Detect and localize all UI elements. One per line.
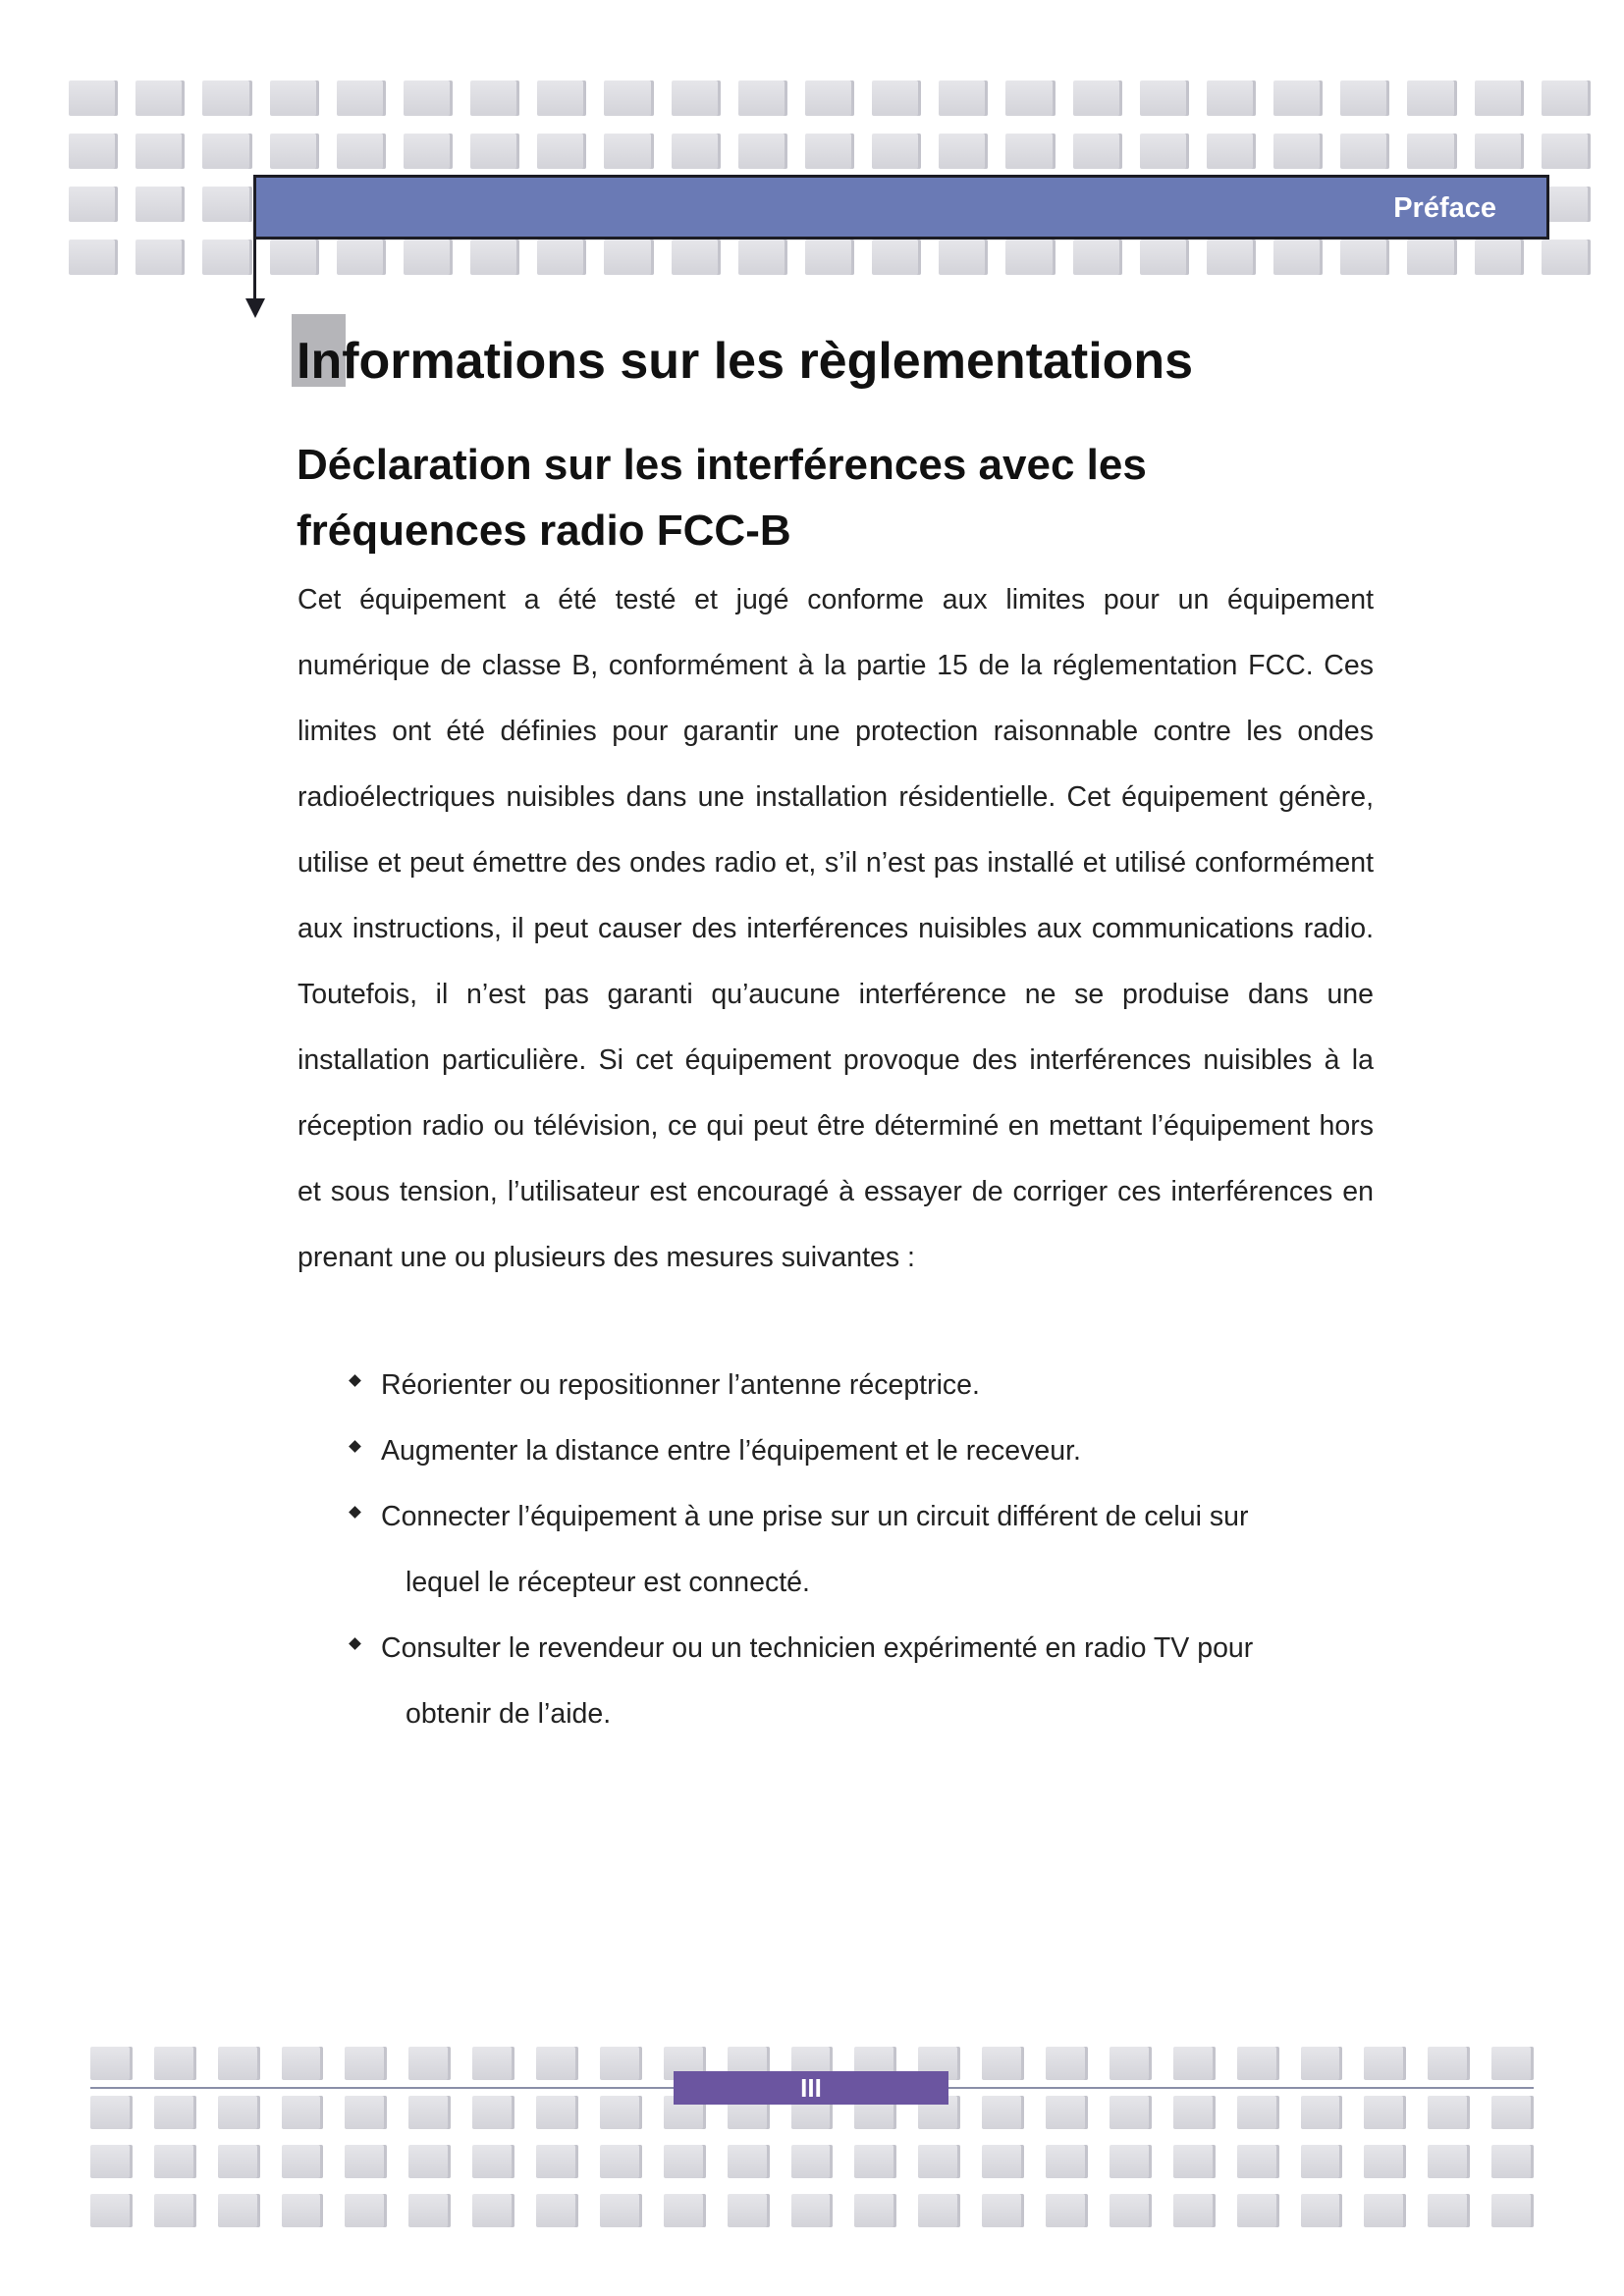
header-bar: [253, 175, 1549, 240]
decorative-tile: [1491, 2096, 1534, 2129]
decorative-tile: [404, 240, 453, 275]
decorative-tile: [1046, 2194, 1088, 2227]
list-item-continuation: lequel le récepteur est connecté.: [406, 1567, 810, 1598]
decorative-tile: [872, 80, 921, 116]
decorative-tile: [1173, 2145, 1216, 2178]
decorative-tile: [408, 2096, 451, 2129]
decorative-tile: [728, 2194, 770, 2227]
decorative-tile: [738, 80, 787, 116]
decorative-tile: [1237, 2194, 1279, 2227]
decorative-tile: [1207, 133, 1256, 169]
list-item-text: Connecter l’équipement à une prise sur un circuit différent de celui sur: [381, 1501, 1249, 1532]
decorative-tile: [69, 240, 118, 275]
decorative-tile: [1207, 240, 1256, 275]
decorative-tile: [1364, 2047, 1406, 2080]
list-item: [349, 1616, 1350, 1747]
decorative-tile: [472, 2194, 514, 2227]
decorative-tile: [472, 2145, 514, 2178]
decorative-tile: [1173, 2194, 1216, 2227]
decorative-tile: [1301, 2194, 1343, 2227]
decorative-tile: [738, 240, 787, 275]
decorative-tile: [1407, 240, 1456, 275]
decorative-tile: [408, 2194, 451, 2227]
decorative-tile: [135, 187, 185, 222]
decorative-tile: [90, 2047, 133, 2080]
decorative-tile: [282, 2096, 324, 2129]
decorative-tile: [135, 80, 185, 116]
decorative-tile: [1340, 80, 1389, 116]
decorative-tile: [1475, 80, 1524, 116]
decorative-tile: [982, 2047, 1024, 2080]
decorative-tile: [600, 2047, 642, 2080]
decorative-tile: [1475, 240, 1524, 275]
decorative-tile: [1364, 2145, 1406, 2178]
decorative-tile: [664, 2145, 706, 2178]
decorative-tile: [738, 133, 787, 169]
decorative-tile: [1110, 2194, 1152, 2227]
decorative-tile: [1273, 133, 1323, 169]
decorative-tile: [1475, 133, 1524, 169]
decorative-tile: [536, 2145, 578, 2178]
decorative-tile: [1364, 2194, 1406, 2227]
decorative-tile: [337, 80, 386, 116]
diamond-bullet-icon: [349, 1506, 361, 1519]
decorative-tile: [918, 2194, 960, 2227]
decorative-tile: [1237, 2145, 1279, 2178]
decorative-tile: [1110, 2047, 1152, 2080]
page-number: III: [674, 2071, 948, 2105]
decorative-tile: [537, 240, 586, 275]
decorative-tile: [537, 80, 586, 116]
decorative-tile: [1005, 133, 1055, 169]
decorative-tile: [1046, 2096, 1088, 2129]
decorative-tile: [472, 2096, 514, 2129]
decorative-tile: [600, 2145, 642, 2178]
decorative-tile: [982, 2145, 1024, 2178]
decorative-tile: [604, 80, 653, 116]
header-connector-line: [253, 240, 256, 300]
decorative-tile: [1428, 2096, 1470, 2129]
list-item-continuation: obtenir de l’aide.: [406, 1698, 612, 1730]
decorative-tile: [154, 2145, 196, 2178]
body-paragraph: Cet équipement a été testé et jugé conforme aux limites pour un équipement numérique de classe B, conformément à la partie 15 de la réglementation FCC. Ces limites ont été définies pour garantir une protection raisonnable contre les ondes radioélectriques nuisibles dans une installation résidentielle. Cet équipement génère, utilise et peut émettre des ondes radio et, s’il n’est pas installé et utilisé conformément aux instructions, il peut causer des interférences nuisibles aux communications radio. Toutefois, il n’est pas garanti qu’aucune interférence ne se produise dans une installation particulière. Si cet équipement provoque des interférences nuisibles à la réception radio ou télévision, ce qui peut être déterminé en mettant l’équipement hors et sous tension, l’utilisateur est encouragé à essayer de corriger ces interférences en prenant une ou plusieurs des mesures suivantes :: [298, 584, 1374, 1273]
decorative-tile: [854, 2194, 896, 2227]
decorative-tile: [218, 2096, 260, 2129]
decorative-tile: [1046, 2145, 1088, 2178]
decorative-tile: [154, 2194, 196, 2227]
decorative-tile: [1207, 80, 1256, 116]
decorative-tile: [600, 2194, 642, 2227]
list-item: [349, 1353, 1350, 1418]
decorative-tile: [270, 133, 319, 169]
decorative-tile: [1273, 240, 1323, 275]
decorative-tile: [1005, 80, 1055, 116]
decorative-tile: [791, 2145, 834, 2178]
decorative-tile: [135, 133, 185, 169]
decorative-tile: [805, 80, 854, 116]
decorative-tile: [664, 2194, 706, 2227]
diamond-bullet-icon: [349, 1637, 361, 1650]
decorative-tile: [1542, 133, 1591, 169]
decorative-tile: [270, 80, 319, 116]
decorative-tile: [1491, 2194, 1534, 2227]
decorative-tile: [202, 80, 251, 116]
list-item: [349, 1484, 1350, 1616]
decorative-tile: [1428, 2145, 1470, 2178]
decorative-tile: [1340, 240, 1389, 275]
decorative-tile: [1301, 2096, 1343, 2129]
diamond-bullet-icon: [349, 1440, 361, 1453]
decorative-tile: [345, 2194, 387, 2227]
decorative-tile: [805, 240, 854, 275]
decorative-tile: [918, 2145, 960, 2178]
decorative-tile: [1140, 240, 1189, 275]
decorative-tile: [536, 2096, 578, 2129]
decorative-tile: [1073, 80, 1122, 116]
decorative-tile: [536, 2047, 578, 2080]
decorative-tile: [982, 2194, 1024, 2227]
decorative-tile: [537, 133, 586, 169]
decorative-tile: [1428, 2047, 1470, 2080]
decorative-tile: [1273, 80, 1323, 116]
list-item-text: Consulter le revendeur ou un technicien expérimenté en radio TV pour: [381, 1632, 1254, 1664]
decorative-tile: [337, 133, 386, 169]
decorative-tile: [90, 2145, 133, 2178]
decorative-tile: [202, 240, 251, 275]
decorative-tile: [1301, 2145, 1343, 2178]
decorative-tile: [282, 2145, 324, 2178]
decorative-tile: [1542, 80, 1591, 116]
decorative-tile: [1301, 2047, 1343, 2080]
decorative-tile: [872, 240, 921, 275]
decorative-tile: [202, 133, 251, 169]
decorative-tile: [90, 2194, 133, 2227]
decorative-tile: [1173, 2096, 1216, 2129]
decorative-tile: [1073, 133, 1122, 169]
decorative-tile: [604, 133, 653, 169]
decorative-tile: [600, 2096, 642, 2129]
section-title: Déclaration sur les interférences avec les fréquences radio FCC-B: [297, 441, 1147, 555]
decorative-tile: [404, 133, 453, 169]
decorative-tile: [791, 2194, 834, 2227]
decorative-tile: [1046, 2047, 1088, 2080]
decorative-tile: [1110, 2096, 1152, 2129]
decorative-tile: [472, 2047, 514, 2080]
decorative-tile: [282, 2047, 324, 2080]
decorative-tile: [69, 80, 118, 116]
decorative-tile: [1491, 2047, 1534, 2080]
decorative-tile: [404, 80, 453, 116]
decorative-tile: [672, 80, 721, 116]
list-item: [349, 1418, 1350, 1484]
decorative-tile: [470, 80, 519, 116]
decorative-tile: [536, 2194, 578, 2227]
decorative-tile: [1407, 80, 1456, 116]
decorative-tile: [135, 240, 185, 275]
decorative-tile: [154, 2096, 196, 2129]
decorative-tile: [1491, 2145, 1534, 2178]
decorative-tile: [1005, 240, 1055, 275]
decorative-tile: [1073, 240, 1122, 275]
list-item-text: Augmenter la distance entre l’équipement et le receveur.: [381, 1435, 1081, 1467]
decorative-tile: [854, 2145, 896, 2178]
decorative-tile: [202, 187, 251, 222]
decorative-tile: [408, 2145, 451, 2178]
decorative-tile: [282, 2194, 324, 2227]
decorative-tile: [470, 240, 519, 275]
decorative-tile: [337, 240, 386, 275]
decorative-tile: [1340, 133, 1389, 169]
decorative-tile: [982, 2096, 1024, 2129]
decorative-tile: [345, 2145, 387, 2178]
decorative-tile: [672, 133, 721, 169]
decorative-tile: [154, 2047, 196, 2080]
decorative-tile: [939, 133, 988, 169]
decorative-tile: [604, 240, 653, 275]
decorative-tile: [69, 133, 118, 169]
decorative-tile: [939, 240, 988, 275]
decorative-tile: [939, 80, 988, 116]
decorative-tile: [345, 2047, 387, 2080]
decorative-tile: [872, 133, 921, 169]
decorative-tile: [218, 2047, 260, 2080]
decorative-tile: [1428, 2194, 1470, 2227]
decorative-tile: [1140, 133, 1189, 169]
decorative-tile: [1407, 133, 1456, 169]
decorative-tile: [672, 240, 721, 275]
page-title: Informations sur les règlementations: [297, 333, 1194, 390]
list-item-text: Réorienter ou repositionner l’antenne réceptrice.: [381, 1369, 980, 1401]
decorative-tile: [1237, 2047, 1279, 2080]
decorative-tile: [1110, 2145, 1152, 2178]
decorative-tile: [1140, 80, 1189, 116]
decorative-tile: [1364, 2096, 1406, 2129]
decorative-tile: [345, 2096, 387, 2129]
decorative-tile: [728, 2145, 770, 2178]
decorative-tile: [1542, 240, 1591, 275]
decorative-tile: [69, 187, 118, 222]
decorative-tile: [218, 2194, 260, 2227]
decorative-tile: [1237, 2096, 1279, 2129]
decorative-tile: [805, 133, 854, 169]
decorative-tile: [218, 2145, 260, 2178]
decorative-tile: [270, 240, 319, 275]
diamond-bullet-icon: [349, 1374, 361, 1387]
decorative-tile: [1173, 2047, 1216, 2080]
measures-list: [349, 1353, 1350, 1747]
decorative-tile: [470, 133, 519, 169]
decorative-tile: [90, 2096, 133, 2129]
section-label: Préface: [1393, 192, 1496, 224]
decorative-tile: [408, 2047, 451, 2080]
down-arrow-icon: [245, 298, 265, 318]
